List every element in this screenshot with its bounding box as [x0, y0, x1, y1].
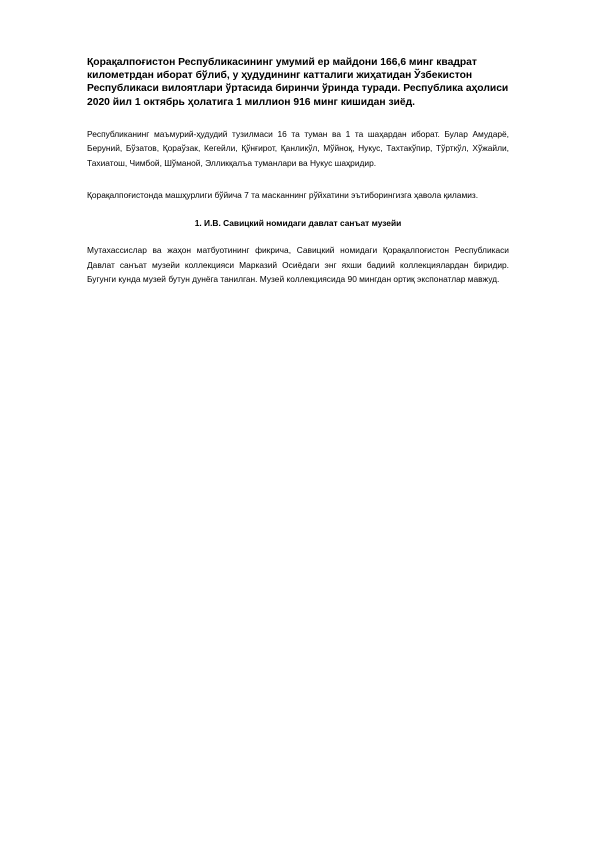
section-heading: 1. И.В. Савицкий номидаги давлат санъат музейи: [194, 218, 402, 229]
intro-list-paragraph: Қорақалпоғистонда машҳурлиги бўйича 7 та масканнинг рўйхатини эътиборингизга ҳавола қиламиз.: [87, 190, 479, 201]
lead-paragraph: Қорақалпоғистон Республикасининг умумий ер майдони 166,6 минг квадрат километрдан иборат бўлиб, у ҳудудининг катталиги жиҳатидан Ўзбекистон Республикаси вилоятлари ўртасида биринчи ўринда туради. Республика аҳолиси 2020 йил 1 октябрь ҳолатига 1 миллион 916 минг кишидан зиёд.: [87, 57, 509, 108]
administrative-paragraph: Республиканинг маъмурий-ҳудудий тузилмаси 16 та туман ва 1 та шаҳардан иборат. Булар Амударё, Беруний, Бўзатов, Қораўзак, Кегейли, Қўнғирот, Қанликўл, Мўйноқ, Нукус, Тахтакўпир, Тўрткўл, Хўжайли, Тахиатош, Чимбой, Шўманой, Элликқалъа туманлари ва Нукус шаҳридир.: [87, 128, 509, 168]
document-body: [87, 56, 509, 287]
museum-paragraph: Мутахассислар ва жаҳон матбуотининг фикрича, Савицкий номидаги Қорақалпоғистон Республикаси Давлат санъат музейи коллекцияси Марказий Осиёдаги энг яхши бадиий коллекциялардан биридир. Бугунги кунда музей бутун дунёга танилган. Музей коллекциясида 90 мингдан ортиқ экспонатлар мавжуд.: [87, 245, 509, 285]
